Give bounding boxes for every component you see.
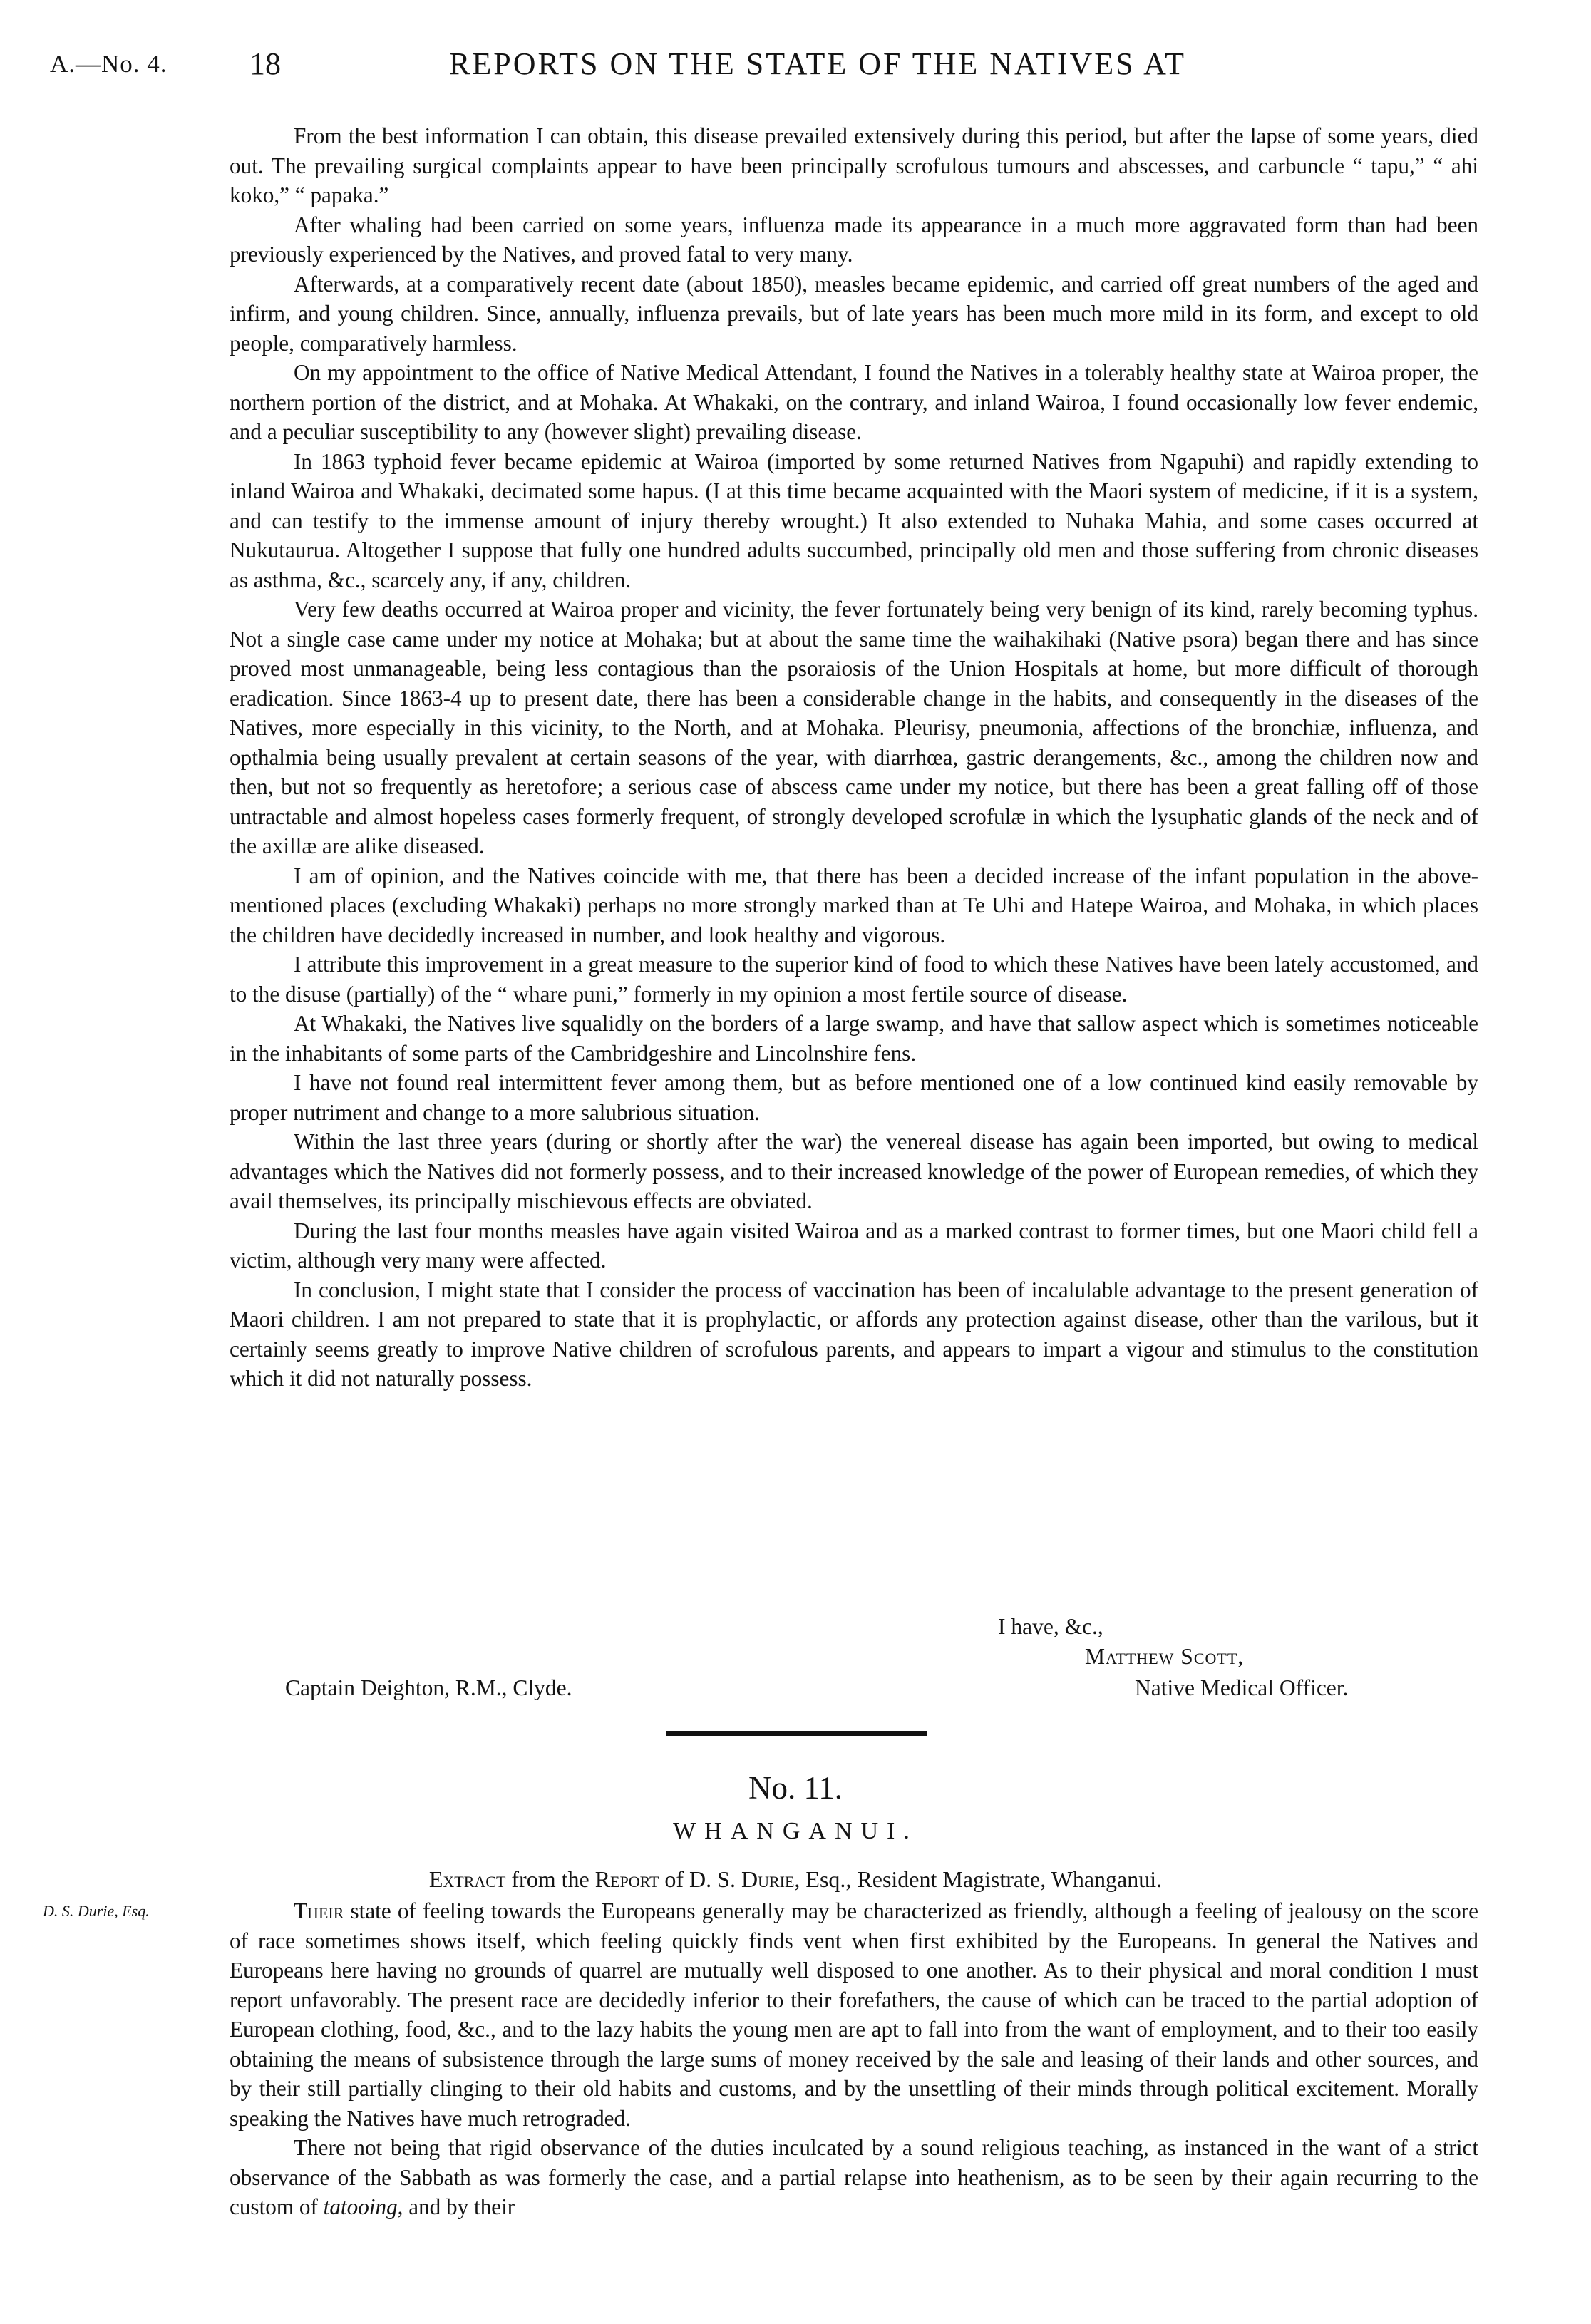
report-paragraph: Very few deaths occurred at Wairoa proper and vicinity, the fever fortunately being very benign of its kind, rarely becoming typhus. Not a single case came under my notice at Mohaka; but at about the same time the waihakihaki (Native psora) began there and has since proved most unmanageable, being less contagious than the psoraiosis of the Union Hospitals at home, but more difficult of thorough eradication. Since 1863-4 up to present date, there has been a considerable change in the habits, and consequently in the diseases of the Natives, more especially in this vicinity, to the North, and at Mohaka. Pleurisy, pneumonia, affections of the bronchiæ, influenza, and opthalmia being usually prevalent at certain seasons of the year, with diarrhœa, gastric derangements, &c., among the children now and then, but not so frequently as heretofore; a serious case of abscess came under my notice, but there has been a great falling off of those untractable and almost hopeless cases formerly frequent, of strongly developed scrofulæ in which the lysuphatic glands of the neck and of the axillæ are alike diseased. [230, 597, 1478, 858]
report-paragraph: On my appointment to the office of Native Medical Attendant, I found the Natives in a tolerably healthy state at Wairoa proper, the northern portion of the district, and at Mohaka. At Whakaki, on the contrary, and inland Wairoa, I found occasionally low fever endemic, and a peculiar susceptibility to any (however slight) prevailing disease. [230, 360, 1478, 444]
report-paragraph: From the best information I can obtain, this disease prevailed extensively during this period, but after the lapse of some years, died out. The prevailing surgical complaints appear to have been principally scrofulous tumours and abscesses, and carbuncle “ tapu,” “ ahi koko,” “ papaka.” [230, 123, 1478, 207]
report-paragraph: I have not found real intermittent fever among them, but as before mentioned one of a low continued kind easily removable by proper nutriment and change to a more salubrious situation. [230, 1070, 1478, 1125]
lead-word: Their [294, 1898, 344, 1923]
sheet-reference: A.—No. 4. [50, 50, 168, 78]
report-paragraph: Within the last three years (during or shortly after the war) the venereal disease has again been imported, but owing to medical advantages which the Natives did not formerly possess, and to their increased knowledge of the power of European remedies, of which they avail themselves, its principally mischievous effects are obviated. [230, 1129, 1478, 1213]
section-number: No. 11. [748, 1770, 843, 1806]
signature-name: Matthew Scott, [1085, 1644, 1245, 1669]
section-divider [666, 1731, 927, 1736]
paragraph-text: , and by their [397, 2194, 515, 2219]
whanganui-report-body [230, 1896, 1478, 2222]
whanganui-paragraph [230, 1896, 1478, 2133]
page-number: 18 [249, 46, 281, 81]
italic-term: tatooing [323, 2194, 398, 2219]
report-paragraph: In conclusion, I might state that I consider the process of vaccination has been of incalulable advantage to the present generation of Maori children. I am not prepared to state that it is prophylactic, or affords any protection against disease, other than the varilous, but it certainly seems greatly to improve Native children of scrofulous parents, and appears to impart a vigour and stimulus to the constitution which it did not naturally possess. [230, 1277, 1478, 1391]
wairoa-report-body [230, 121, 1478, 1394]
whanganui-paragraph [230, 2133, 1478, 2222]
durie-word: Durie [741, 1866, 795, 1892]
margin-note: D. S. Durie, Esq. [43, 1902, 150, 1920]
signature-closing: I have, &c., [998, 1614, 1103, 1639]
report-paragraph: During the last four months measles have again visited Wairoa and as a marked contrast to former times, but one Maori child fell a victim, although very many were affected. [230, 1218, 1478, 1272]
report-paragraph: At Whakaki, the Natives live squalidly on the borders of a large swamp, and have that sallow aspect which is sometimes noticeable in the inhabitants of some parts of the Cambridgeshire and Lincolnshire fens. [230, 1011, 1478, 1066]
report-word: Report [594, 1866, 659, 1892]
report-paragraph: In 1863 typhoid fever became epidemic at Wairoa (imported by some returned Natives from Ngapuhi) and rapidly extending to inland Wairoa and Whakaki, decimated some hapus. (I at this time became acquainted with the Maori system of medicine, if it is a system, and can testify to the immense amount of injury thereby wrought.) It also extended to Nuhaka Mahia, and some cases occurred at Nukutaurua. Altogether I suppose that fully one hundred adults succumbed, principally old men and those suffering from chronic diseases as asthma, &c., scarcely any, if any, children. [230, 448, 1478, 592]
report-paragraph: I am of opinion, and the Natives coincide with me, that there has been a decided increase of the infant population in the above-mentioned places (excluding Whakaki) perhaps no more strongly marked than at Te Uhi and Hatepe Wairoa, and Mohaka, in which places the children have decidedly increased in number, and look healthy and vigorous. [230, 863, 1478, 947]
section-place: WHANGANUI. [673, 1818, 918, 1844]
extract-of: of D. S. [664, 1866, 736, 1892]
extract-from: from the [511, 1866, 589, 1892]
extract-rest: , Esq., Resident Magistrate, Whanganui. [794, 1866, 1163, 1892]
running-head [43, 46, 1511, 88]
extract-heading [0, 1866, 1591, 1893]
report-paragraph: After whaling had been carried on some years, influenza made its appearance in a much more aggravated form than had been previously experienced by the Natives, and proved fatal to very many. [230, 212, 1478, 267]
extract-word: Extract [428, 1866, 506, 1892]
report-paragraph: I attribute this improvement in a great measure to the superior kind of food to which these Natives have been lately accustomed, and to the disuse (partially) of the “ whare puni,” formerly in my opinion a most fertile source of disease. [230, 952, 1478, 1007]
signature-addressee: Captain Deighton, R.M., Clyde. [285, 1675, 572, 1700]
paragraph-text: There not being that rigid observance of the duties inculcated by a sound religious teaching, as instanced in the want of a strict observance of the Sabbath as was formerly the case, and a partial relapse into heathenism, as to be seen by their again recurring to the custom of [230, 2135, 1478, 2219]
report-paragraph: Afterwards, at a comparatively recent date (about 1850), measles became epidemic, and carried off great numbers of the aged and infirm, and young children. Since, annually, influenza prevails, but of late years has been much more mild in its form, and except to old people, comparatively harmless. [230, 271, 1478, 356]
running-title: REPORTS ON THE STATE OF THE NATIVES AT [449, 46, 1186, 81]
signature-title: Native Medical Officer. [1135, 1675, 1349, 1700]
paragraph-text: state of feeling towards the Europeans generally may be characterized as friendly, although a feeling of jealousy on the score of race sometimes shows itself, which feeling quickly finds vent when first exhibited by the Europeans. In general the Natives and Europeans here having no grounds of quarrel are mutually well disposed to one another. As to their physical and moral condition I must report unfavorably. The present race are decidedly inferior to their forefathers, the cause of which can be traced to the partial adoption of European clothing, food, &c., and to the lazy habits the young men are apt to fall into from the want of employment, and to their too easily obtaining the means of subsistence through the large sums of money received by the sale and leasing of their lands and other sources, and by their still partially clinging to their old habits and customs, and by the unsettling of their minds through political excitement. Morally speaking the Natives have much retrograded. [230, 1898, 1478, 2131]
